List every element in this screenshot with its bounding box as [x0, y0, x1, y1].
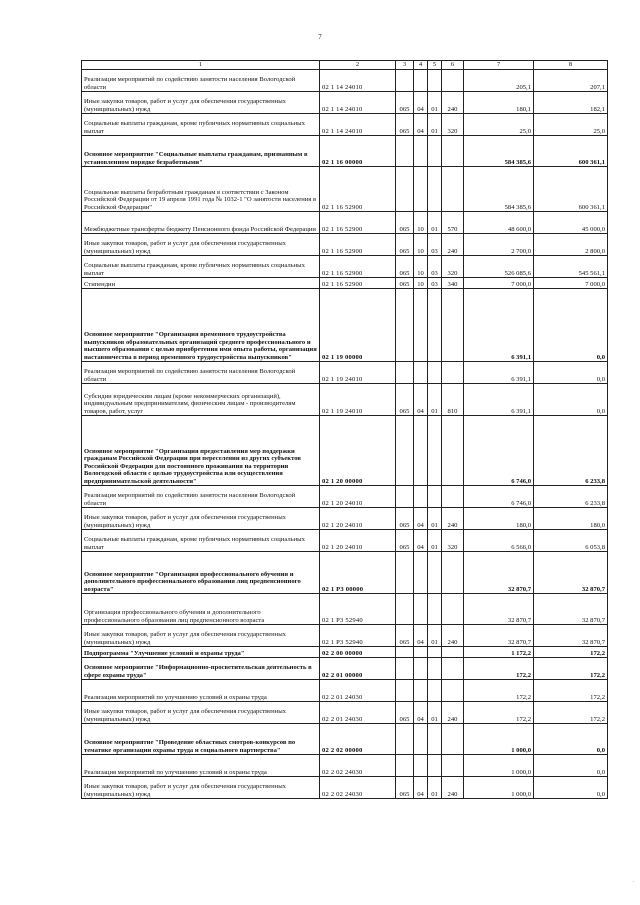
- row-value-8: 180,0: [534, 508, 608, 530]
- row-col-5: [428, 552, 442, 594]
- row-value-8: 32 870,7: [534, 594, 608, 625]
- table-row: [82, 70, 608, 92]
- row-name: Основное мероприятие "Организация предоставления мер поддержки гражданам Российской Федерации при переселении из других субъектов Российской Федерации для постоянного проживания на территории Вологодской области с целью трудоустройства или осуществления предпринимательской деятельности": [82, 416, 320, 486]
- row-value-7: 6 391,1: [464, 289, 534, 362]
- row-col-3: 065: [396, 278, 414, 289]
- table-row: [82, 114, 608, 136]
- table-row: [82, 362, 608, 384]
- header-col-4: 4: [414, 61, 428, 70]
- row-col-6: 240: [442, 625, 464, 647]
- row-col-4: [414, 647, 428, 658]
- row-col-3: [396, 289, 414, 362]
- row-name: Основное мероприятие "Организация временного трудоустройства выпускников образовательных организаций среднего профессионального и высшего образования с целью приобретения ими опыта работы, организация наставничества в период временного трудоустройства выпускников": [82, 289, 320, 362]
- row-col-4: 04: [414, 114, 428, 136]
- row-col-3: [396, 724, 414, 755]
- row-col-3: [396, 136, 414, 167]
- budget-table: [81, 60, 608, 799]
- row-col-3: [396, 552, 414, 594]
- row-name: Подпрограмма "Улучшение условий и охраны труда": [82, 647, 320, 658]
- row-col-6: 240: [442, 92, 464, 114]
- row-name: Основное мероприятие "Организация профессионального обучения и дополнительного профессионального образования лиц предпенсионного возраста": [82, 552, 320, 594]
- row-name: Иные закупки товаров, работ и услуг для обеспечения государственных (муниципальных) нужд: [82, 234, 320, 256]
- row-col-6: 240: [442, 777, 464, 799]
- row-col-6: [442, 658, 464, 680]
- row-col-4: 04: [414, 384, 428, 416]
- row-name: Иные закупки товаров, работ и услуг для обеспечения государственных (муниципальных) нужд: [82, 777, 320, 799]
- row-col-4: 04: [414, 702, 428, 724]
- row-value-7: 1 172,2: [464, 647, 534, 658]
- row-col-6: 240: [442, 702, 464, 724]
- row-value-8: 207,1: [534, 70, 608, 92]
- table-row: [82, 508, 608, 530]
- row-col-6: [442, 647, 464, 658]
- row-name: Организация профессионального обучения и дополнительного профессионального образования лиц предпенсионного возраста: [82, 594, 320, 625]
- header-col-3: 3: [396, 61, 414, 70]
- table-row: [82, 278, 608, 289]
- row-value-7: 1 000,0: [464, 777, 534, 799]
- row-col-6: [442, 724, 464, 755]
- row-col-4: 10: [414, 212, 428, 234]
- row-name: Социальные выплаты гражданам, кроме публичных нормативных социальных выплат: [82, 530, 320, 552]
- row-value-8: 0,0: [534, 755, 608, 777]
- row-col-6: 320: [442, 114, 464, 136]
- row-value-7: 205,1: [464, 70, 534, 92]
- row-col-5: 03: [428, 234, 442, 256]
- header-col-7: 7: [464, 61, 534, 70]
- row-col-5: 01: [428, 777, 442, 799]
- row-col-5: [428, 416, 442, 486]
- table-row: [82, 256, 608, 278]
- row-value-8: 600 361,1: [534, 136, 608, 167]
- row-col-4: [414, 416, 428, 486]
- row-col-4: [414, 70, 428, 92]
- row-col-3: 065: [396, 114, 414, 136]
- row-col-6: [442, 362, 464, 384]
- header-row: [82, 61, 608, 70]
- row-col-6: 320: [442, 530, 464, 552]
- row-value-8: 2 800,0: [534, 234, 608, 256]
- row-col-6: [442, 416, 464, 486]
- page-number: 7: [318, 33, 322, 41]
- row-col-5: 01: [428, 212, 442, 234]
- row-col-3: [396, 647, 414, 658]
- row-name: Межбюджетные трансферты бюджету Пенсионного фонда Российской Федерации: [82, 212, 320, 234]
- row-col-4: 04: [414, 530, 428, 552]
- row-code: 02 2 02 24030: [320, 777, 396, 799]
- row-col-6: [442, 680, 464, 702]
- row-col-6: [442, 70, 464, 92]
- row-col-4: [414, 486, 428, 508]
- row-col-4: 04: [414, 625, 428, 647]
- row-name: Иные закупки товаров, работ и услуг для обеспечения государственных (муниципальных) нужд: [82, 702, 320, 724]
- row-name: Основное мероприятие "Социальные выплаты гражданам, признанным в установленном порядке безработными": [82, 136, 320, 167]
- row-col-5: [428, 136, 442, 167]
- row-value-8: 0,0: [534, 777, 608, 799]
- row-col-3: 065: [396, 212, 414, 234]
- row-code: 02 1 20 00000: [320, 416, 396, 486]
- row-col-6: 240: [442, 234, 464, 256]
- row-name: Стипендии: [82, 278, 320, 289]
- row-name: Реализация мероприятий по содействию занятости населения Вологодской области: [82, 70, 320, 92]
- row-col-6: 240: [442, 508, 464, 530]
- row-col-3: [396, 70, 414, 92]
- row-name: Реализация мероприятий по улучшению условий и охраны труда: [82, 680, 320, 702]
- row-col-4: [414, 167, 428, 212]
- row-value-8: 0,0: [534, 362, 608, 384]
- table-row: [82, 647, 608, 658]
- row-code: 02 2 00 00000: [320, 647, 396, 658]
- row-col-6: 320: [442, 256, 464, 278]
- row-value-7: 32 870,7: [464, 594, 534, 625]
- row-name: Социальные выплаты безработным гражданам в соответствии с Законом Российской Федерации от 19 апреля 1991 года № 1032-1 "О занятости населения в Российской Федерации": [82, 167, 320, 212]
- row-code: 02 2 01 00000: [320, 658, 396, 680]
- table-row: [82, 212, 608, 234]
- row-code: 02 2 02 00000: [320, 724, 396, 755]
- row-code: 02 1 16 52900: [320, 167, 396, 212]
- table-row: [82, 486, 608, 508]
- row-name: Реализация мероприятий по содействию занятости населения Вологодской области: [82, 486, 320, 508]
- row-value-7: 6 391,1: [464, 362, 534, 384]
- row-col-6: [442, 289, 464, 362]
- row-value-7: 6 391,1: [464, 384, 534, 416]
- row-col-5: 03: [428, 256, 442, 278]
- row-value-7: 32 870,7: [464, 552, 534, 594]
- row-value-8: 6 233,8: [534, 416, 608, 486]
- row-value-7: 25,0: [464, 114, 534, 136]
- row-col-6: [442, 486, 464, 508]
- row-col-3: 065: [396, 530, 414, 552]
- row-col-4: [414, 658, 428, 680]
- row-col-3: 065: [396, 777, 414, 799]
- row-value-8: 0,0: [534, 724, 608, 755]
- row-col-3: 065: [396, 702, 414, 724]
- row-value-7: 526 085,6: [464, 256, 534, 278]
- row-code: 02 1 16 00000: [320, 136, 396, 167]
- table-row: [82, 658, 608, 680]
- table-row: [82, 136, 608, 167]
- row-value-7: 172,2: [464, 702, 534, 724]
- row-col-5: [428, 362, 442, 384]
- margin-mark: ·: [632, 880, 634, 885]
- row-value-8: 32 870,7: [534, 625, 608, 647]
- row-code: 02 1 19 24010: [320, 362, 396, 384]
- row-col-3: [396, 755, 414, 777]
- row-col-4: [414, 289, 428, 362]
- row-value-7: 172,2: [464, 680, 534, 702]
- row-col-4: [414, 594, 428, 625]
- row-value-8: 182,1: [534, 92, 608, 114]
- row-value-7: 180,1: [464, 92, 534, 114]
- table-row: [82, 416, 608, 486]
- row-col-5: [428, 658, 442, 680]
- row-code: 02 1 19 00000: [320, 289, 396, 362]
- row-name: Основное мероприятие "Проведение областных смотров-конкурсов по тематике организации охраны труда и социального партнерства": [82, 724, 320, 755]
- row-col-5: [428, 167, 442, 212]
- row-value-8: 0,0: [534, 289, 608, 362]
- row-name: Иные закупки товаров, работ и услуг для обеспечения государственных (муниципальных) нужд: [82, 625, 320, 647]
- header-col-6: 6: [442, 61, 464, 70]
- row-name: Реализация мероприятий по содействию занятости населения Вологодской области: [82, 362, 320, 384]
- table-row: [82, 625, 608, 647]
- row-col-5: 01: [428, 702, 442, 724]
- row-code: 02 1 14 24010: [320, 70, 396, 92]
- row-value-8: 7 000,0: [534, 278, 608, 289]
- row-col-3: [396, 362, 414, 384]
- row-col-6: 810: [442, 384, 464, 416]
- row-value-7: 584 385,6: [464, 136, 534, 167]
- row-code: 02 1 16 52900: [320, 234, 396, 256]
- row-col-5: [428, 289, 442, 362]
- row-code: 02 1 19 24010: [320, 384, 396, 416]
- row-col-3: [396, 594, 414, 625]
- table-row: [82, 552, 608, 594]
- row-code: 02 2 01 24030: [320, 702, 396, 724]
- row-code: 02 1 P3 52940: [320, 594, 396, 625]
- row-value-8: 600 361,1: [534, 167, 608, 212]
- row-name: Социальные выплаты гражданам, кроме публичных нормативных социальных выплат: [82, 114, 320, 136]
- row-col-5: 03: [428, 278, 442, 289]
- header-col-5: 5: [428, 61, 442, 70]
- row-code: 02 1 16 52900: [320, 256, 396, 278]
- row-col-4: [414, 362, 428, 384]
- row-col-5: 01: [428, 92, 442, 114]
- row-code: 02 1 20 24010: [320, 508, 396, 530]
- row-name: Иные закупки товаров, работ и услуг для обеспечения государственных (муниципальных) нужд: [82, 92, 320, 114]
- row-code: 02 1 16 52900: [320, 212, 396, 234]
- row-value-8: 0,0: [534, 384, 608, 416]
- row-code: 02 1 16 52900: [320, 278, 396, 289]
- row-value-8: 6 233,8: [534, 486, 608, 508]
- table-row: [82, 594, 608, 625]
- row-col-3: 065: [396, 92, 414, 114]
- row-code: 02 2 02 24030: [320, 755, 396, 777]
- row-value-7: 6 746,0: [464, 416, 534, 486]
- row-col-5: 01: [428, 508, 442, 530]
- row-col-5: [428, 594, 442, 625]
- row-value-7: 6 566,0: [464, 530, 534, 552]
- table-row: [82, 702, 608, 724]
- table-row: [82, 92, 608, 114]
- row-col-3: [396, 658, 414, 680]
- row-col-6: 340: [442, 278, 464, 289]
- row-code: 02 1 14 24010: [320, 92, 396, 114]
- row-col-4: 04: [414, 92, 428, 114]
- row-col-6: [442, 167, 464, 212]
- row-value-7: 32 870,7: [464, 625, 534, 647]
- row-col-4: [414, 552, 428, 594]
- row-col-6: [442, 552, 464, 594]
- row-col-3: 065: [396, 508, 414, 530]
- row-code: 02 1 20 24010: [320, 486, 396, 508]
- row-col-5: [428, 70, 442, 92]
- row-col-3: 065: [396, 384, 414, 416]
- row-value-7: 1 000,0: [464, 755, 534, 777]
- row-col-6: [442, 755, 464, 777]
- row-col-5: [428, 680, 442, 702]
- row-code: 02 1 P3 00000: [320, 552, 396, 594]
- row-col-6: [442, 136, 464, 167]
- row-col-3: [396, 167, 414, 212]
- row-name: Иные закупки товаров, работ и услуг для обеспечения государственных (муниципальных) нужд: [82, 508, 320, 530]
- row-col-4: 10: [414, 234, 428, 256]
- row-col-4: 10: [414, 256, 428, 278]
- row-col-3: [396, 680, 414, 702]
- row-value-7: 2 700,0: [464, 234, 534, 256]
- row-code: 02 1 20 24010: [320, 530, 396, 552]
- row-name: Социальные выплаты гражданам, кроме публичных нормативных социальных выплат: [82, 256, 320, 278]
- row-value-8: 172,2: [534, 680, 608, 702]
- row-col-3: 065: [396, 234, 414, 256]
- row-col-5: [428, 647, 442, 658]
- row-col-5: 01: [428, 114, 442, 136]
- row-value-8: 25,0: [534, 114, 608, 136]
- row-value-8: 172,2: [534, 702, 608, 724]
- row-col-5: 01: [428, 625, 442, 647]
- table-row: [82, 755, 608, 777]
- row-col-5: 01: [428, 530, 442, 552]
- row-col-6: 570: [442, 212, 464, 234]
- row-name: Субсидии юридическим лицам (кроме некоммерческих организаций), индивидуальным предпринимателям, физическим лицам - производителям товаров, работ, услуг: [82, 384, 320, 416]
- row-code: 02 1 P3 52940: [320, 625, 396, 647]
- row-col-4: [414, 755, 428, 777]
- table-body: [82, 70, 608, 799]
- row-col-5: [428, 486, 442, 508]
- row-col-4: [414, 680, 428, 702]
- row-col-4: 04: [414, 777, 428, 799]
- row-col-5: 01: [428, 384, 442, 416]
- row-value-8: 6 053,8: [534, 530, 608, 552]
- row-value-7: 172,2: [464, 658, 534, 680]
- row-code: 02 1 14 24010: [320, 114, 396, 136]
- row-name: Реализация мероприятий по улучшению условий и охраны труда: [82, 755, 320, 777]
- table-row: [82, 167, 608, 212]
- row-value-7: 6 746,0: [464, 486, 534, 508]
- row-col-4: [414, 724, 428, 755]
- row-col-4: 04: [414, 508, 428, 530]
- row-col-4: [414, 136, 428, 167]
- row-name: Основное мероприятие "Информационно-просветительская деятельность в сфере охраны труда": [82, 658, 320, 680]
- row-value-7: 48 600,0: [464, 212, 534, 234]
- table-row: [82, 384, 608, 416]
- table-row: [82, 289, 608, 362]
- row-value-7: 7 000,0: [464, 278, 534, 289]
- row-col-3: [396, 486, 414, 508]
- row-col-3: 065: [396, 625, 414, 647]
- row-value-7: 180,0: [464, 508, 534, 530]
- row-col-3: [396, 416, 414, 486]
- table-row: [82, 777, 608, 799]
- row-col-3: 065: [396, 256, 414, 278]
- row-value-8: 172,2: [534, 647, 608, 658]
- row-col-6: [442, 594, 464, 625]
- row-col-4: 10: [414, 278, 428, 289]
- table-row: [82, 530, 608, 552]
- row-value-8: 32 870,7: [534, 552, 608, 594]
- table-row: [82, 724, 608, 755]
- table-row: [82, 234, 608, 256]
- header-col-8: 8: [534, 61, 608, 70]
- header-col-2: 2: [320, 61, 396, 70]
- row-value-8: 172,2: [534, 658, 608, 680]
- row-col-5: [428, 755, 442, 777]
- row-value-8: 45 000,0: [534, 212, 608, 234]
- table-row: [82, 680, 608, 702]
- row-col-5: [428, 724, 442, 755]
- row-value-7: 584 385,6: [464, 167, 534, 212]
- row-code: 02 2 01 24030: [320, 680, 396, 702]
- row-value-8: 545 561,1: [534, 256, 608, 278]
- header-col-1: 1: [82, 61, 320, 70]
- row-value-7: 1 000,0: [464, 724, 534, 755]
